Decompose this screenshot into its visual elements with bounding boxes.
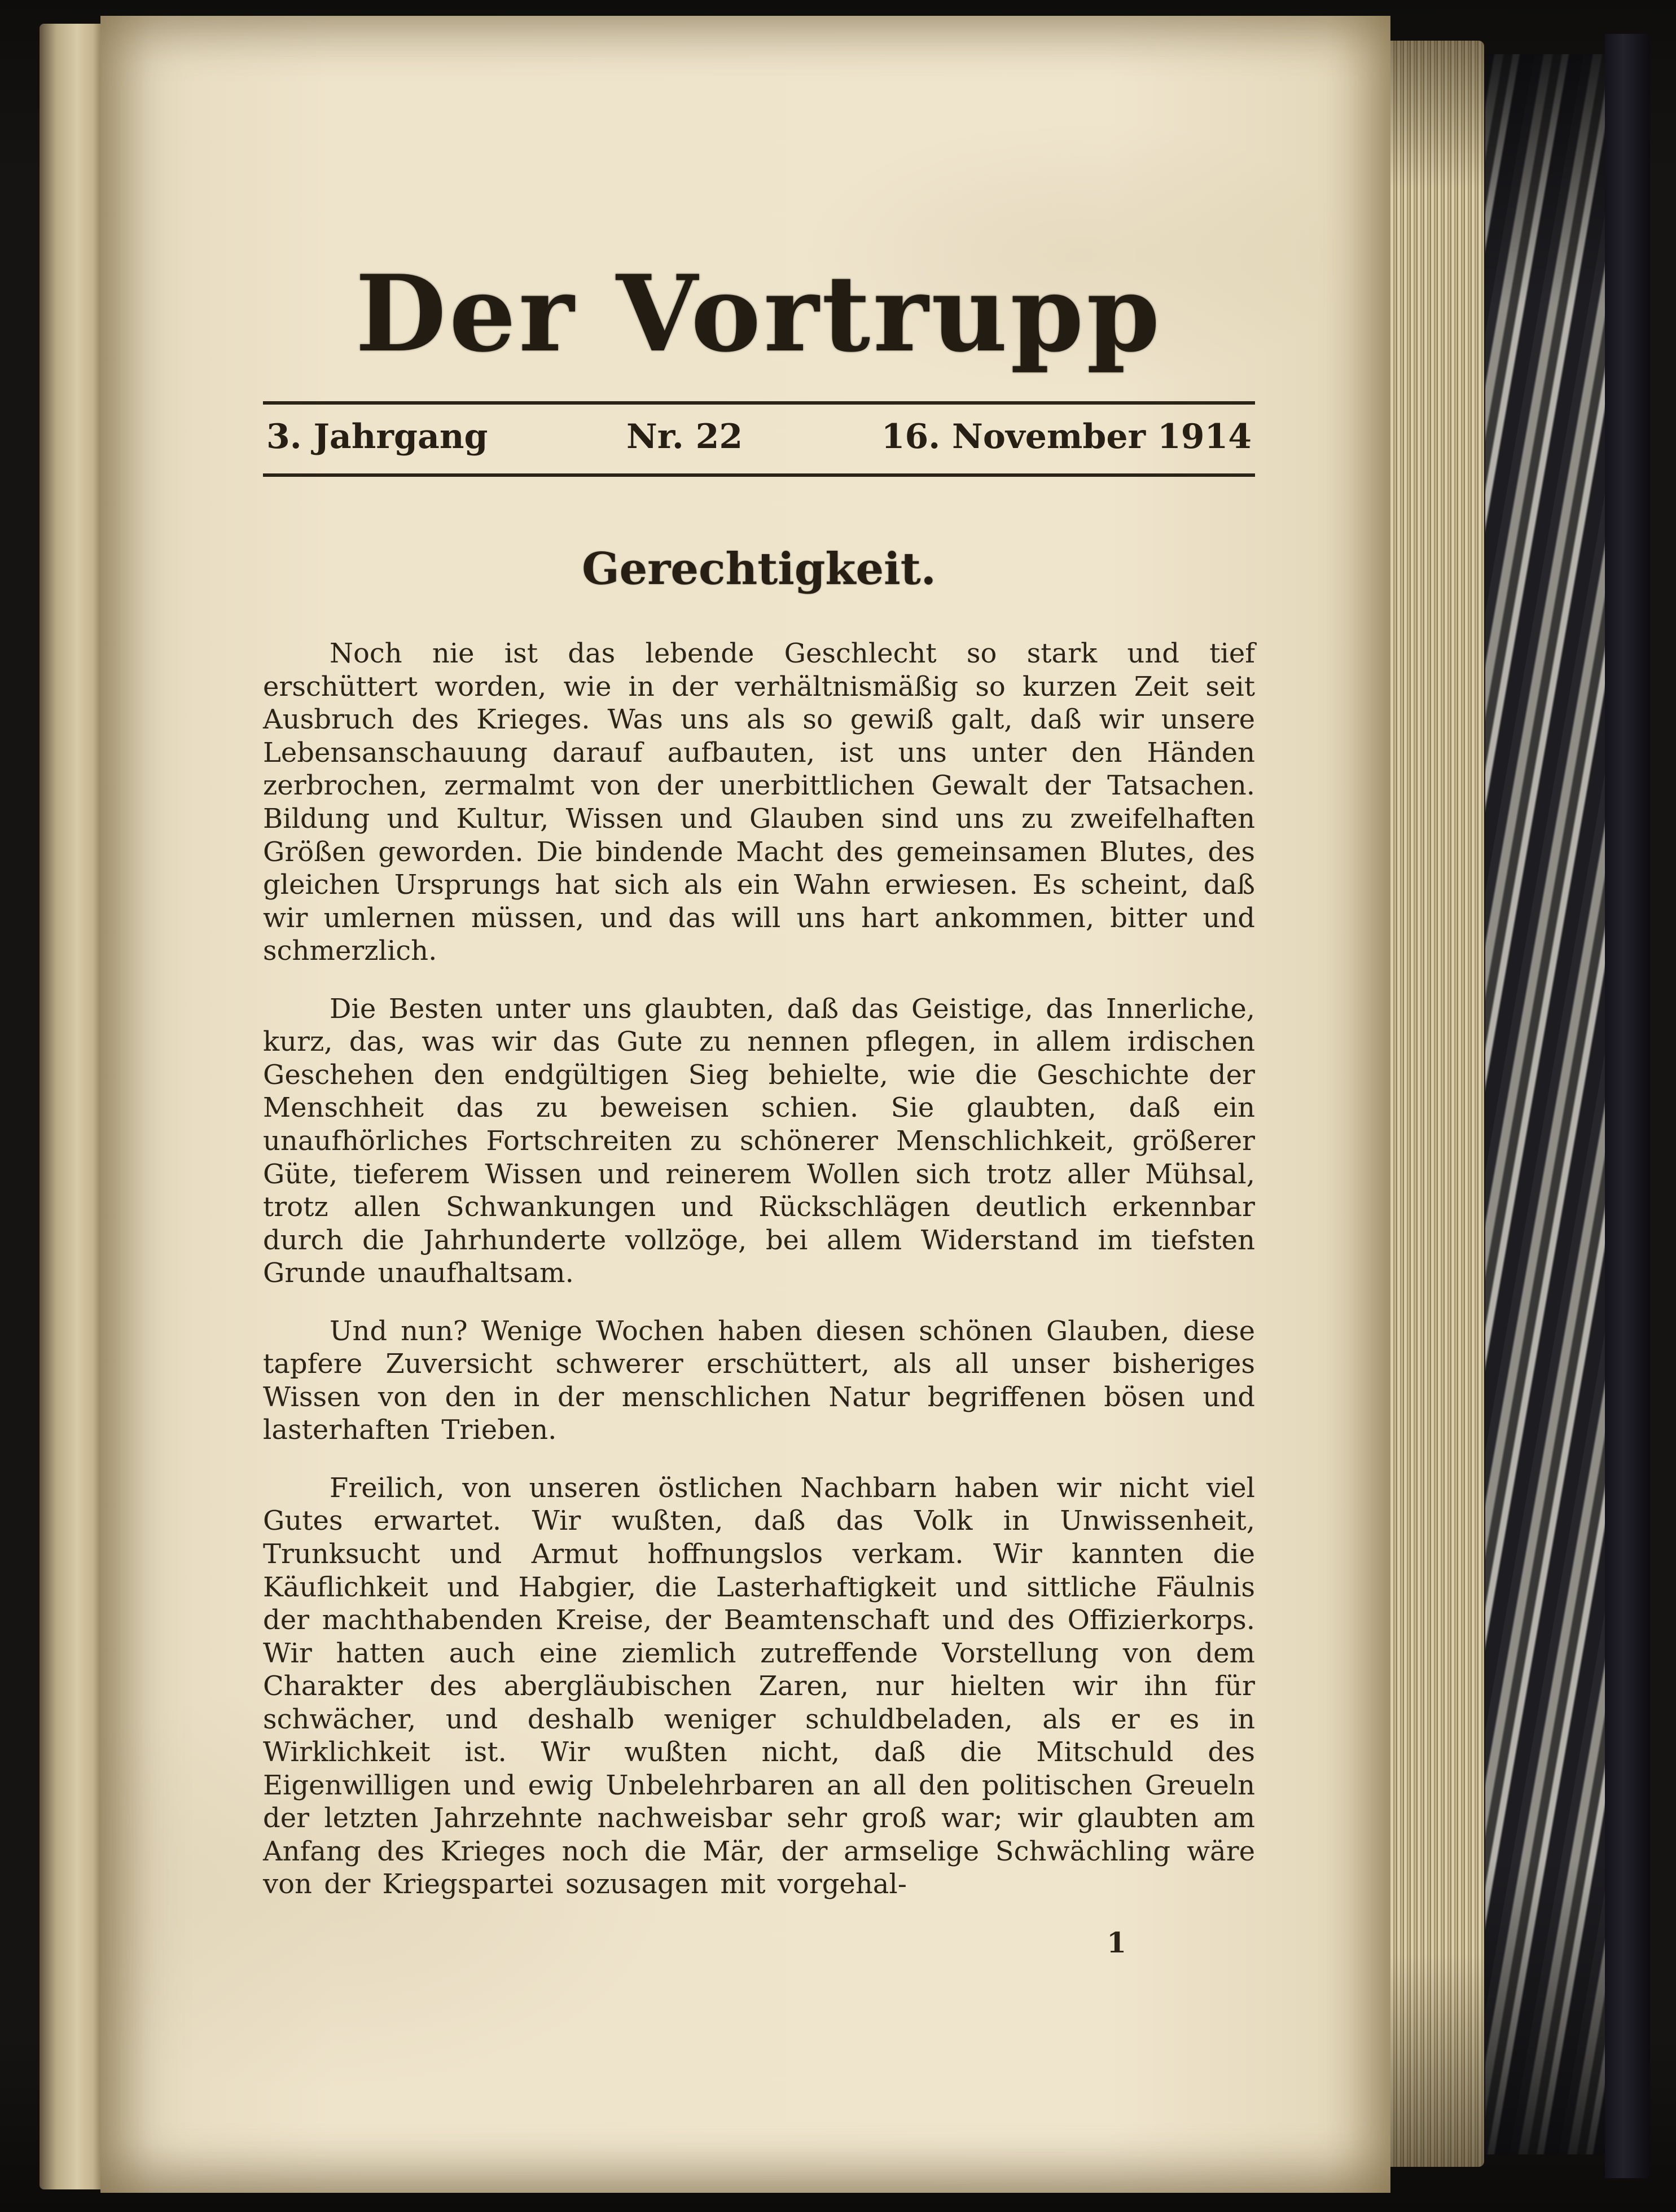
- page-number: 1: [1107, 1925, 1126, 1959]
- book-cover-edge: [1605, 34, 1650, 2178]
- page-content: [100, 16, 1390, 1959]
- paragraph: Freilich, von unseren östlichen Nachbarn haben wir nicht viel Gutes erwartet. Wir wußten, daß das Volk in Unwissenheit, Trunksucht und Armut hoffnungslos verkam. Wir kannten die Käuflichkeit und Habgier, die Lasterhaftigkeit und sittliche Fäulnis der machthabenden Kreise, der Beamtenschaft und des Offizierkorps. Wir hatten auch eine ziemlich zutreffende Vorstellung von dem Charakter des abergläubischen Zaren, nur hielten wir ihn für schwächer, und deshalb weniger schuldbeladen, als er es in Wirklichkeit ist. Wir wußten nicht, daß die Mitschuld des Eigenwilligen und ewig Unbelehrbaren an all den politischen Greueln der letzten Jahrzehnte nachweisbar sehr groß war; wir glaubten am Anfang des Krieges noch die Mär, der armselige Schwächling wäre von der Kriegspartei sozusagen mit vorgehal-: [263, 1472, 1255, 1901]
- marbled-board-edge: [1485, 54, 1605, 2154]
- page-stack-edge: [1390, 41, 1484, 2167]
- article-body: [263, 637, 1255, 1901]
- document-page: [100, 16, 1390, 2193]
- volume-label: 3. Jahrgang: [266, 417, 488, 457]
- issue-number-label: Nr. 22: [626, 417, 743, 457]
- masthead-title: Der Vortrupp: [355, 252, 1163, 375]
- left-page-edge: [40, 24, 100, 2189]
- paragraph: Und nun? Wenige Wochen haben diesen schönen Glauben, diese tapfere Zuversicht schwerer erschüttert, als all unser bisheriges Wissen von den in der menschlichen Natur begriffenen bösen und lasterhaften Trieben.: [263, 1315, 1255, 1446]
- issue-line: [263, 401, 1255, 477]
- paragraph: Die Besten unter uns glaubten, daß das Geistige, das Innerliche, kurz, das, was wir das Gute zu nennen pflegen, in allem irdischen Geschehen den endgültigen Sieg behielte, wie die Geschichte der Menschheit das zu beweisen schien. Sie glaubten, daß ein unaufhörliches Fortschreiten zu schönerer Menschlichkeit, größerer Güte, tieferem Wissen und reinerem Wollen sich trotz aller Mühsal, trotz allen Schwankungen und Rückschlägen deutlich erkennbar durch die Jahrhunderte vollzöge, bei allem Widerstand im tiefsten Grunde unaufhaltsam.: [263, 993, 1255, 1289]
- issue-date-label: 16. November 1914: [881, 417, 1252, 457]
- article-title: Gerechtigkeit.: [582, 543, 936, 595]
- paragraph: Noch nie ist das lebende Geschlecht so stark und tief erschüttert worden, wie in der verhältnismäßig so kurzen Zeit seit Ausbruch des Krieges. Was uns als so gewiß galt, daß wir unsere Lebensanschauung darauf aufbauten, ist uns unter den Händen zerbrochen, zermalmt von der unerbittlichen Gewalt der Tatsachen. Bildung und Kultur, Wissen und Glauben sind uns zu zweifelhaften Größen geworden. Die bindende Macht des gemeinsamen Blutes, des gleichen Ursprungs hat sich als ein Wahn erwiesen. Es scheint, daß wir umlernen müssen, und das will uns hart ankommen, bitter und schmerzlich.: [263, 638, 1255, 967]
